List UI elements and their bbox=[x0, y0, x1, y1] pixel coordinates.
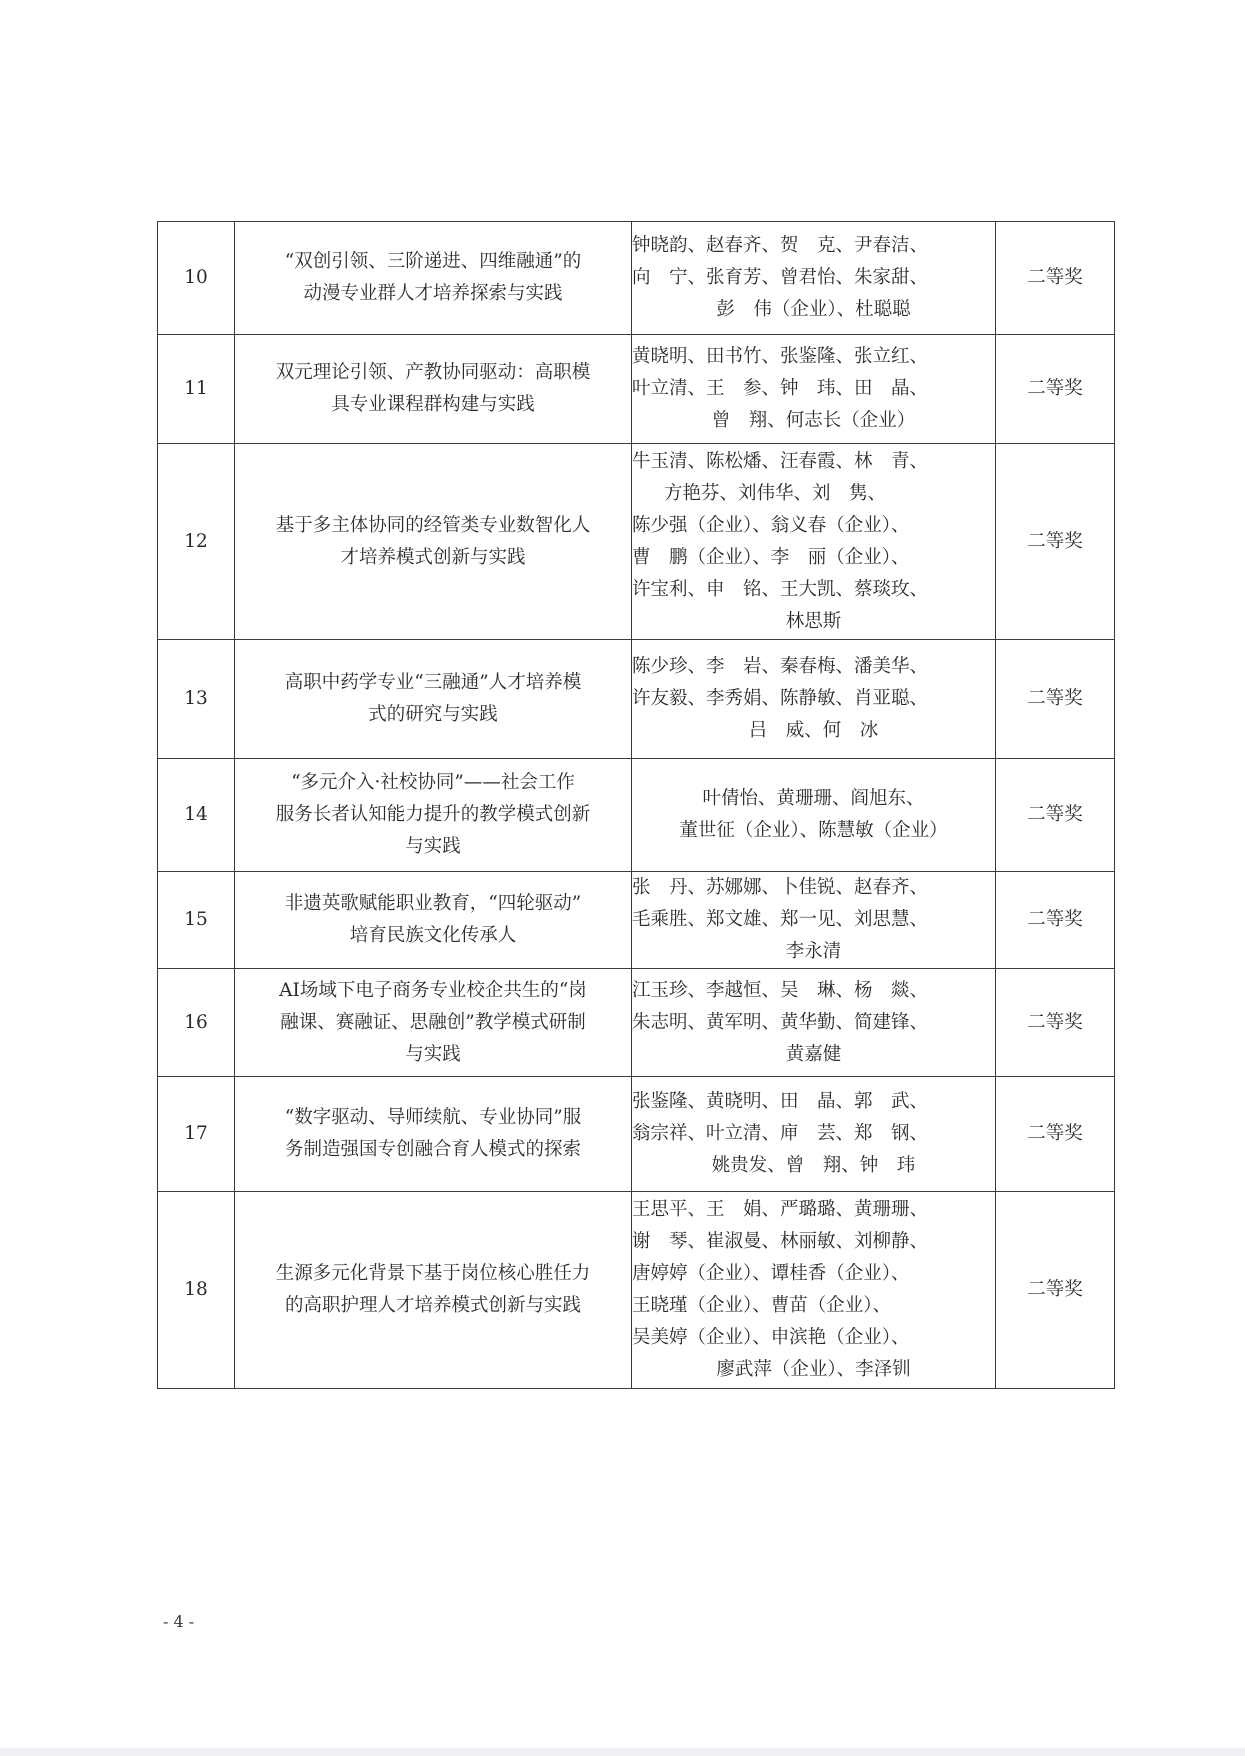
award-level: 二等奖 bbox=[996, 1077, 1115, 1192]
table-row bbox=[158, 1192, 1115, 1389]
project-title-line: 动漫专业群人才培养探索与实践 bbox=[303, 283, 563, 304]
project-title bbox=[235, 222, 632, 335]
project-title-line: 生源多元化背景下基于岗位核心胜任力 bbox=[275, 1263, 591, 1284]
team-members bbox=[632, 759, 996, 872]
project-title-line: 与实践 bbox=[405, 1043, 461, 1065]
row-number: 14 bbox=[158, 759, 235, 872]
table-row bbox=[158, 222, 1115, 335]
table-row bbox=[158, 444, 1115, 640]
team-members-line: 曾 翔、何志长（企业） bbox=[711, 410, 916, 431]
row-number: 17 bbox=[158, 1077, 235, 1192]
row-number: 10 bbox=[158, 222, 235, 335]
project-title-line: 非遗英歌赋能职业教育，“四轮驱动” bbox=[284, 893, 582, 914]
page-edge bbox=[0, 1748, 1245, 1756]
project-title-line: 服务长者认知能力提升的教学模式创新 bbox=[275, 804, 591, 825]
project-title-line: “数字驱动、导师续航、专业协同”服 bbox=[284, 1107, 582, 1128]
project-title-line: 才培养模式创新与实践 bbox=[340, 546, 526, 568]
row-number: 16 bbox=[158, 969, 235, 1077]
row-number: 11 bbox=[158, 335, 235, 444]
team-members-line: 许友毅、李秀娟、陈静敏、肖亚聪、 bbox=[632, 688, 929, 709]
team-members-line: 董世征（企业）、陈慧敏（企业） bbox=[679, 820, 948, 841]
team-members-line: 王思平、王 娟、严璐璐、黄珊珊、 bbox=[632, 1199, 929, 1220]
table-row bbox=[158, 1077, 1115, 1192]
team-members-line: 唐婷婷（企业）、谭桂香（企业）、 bbox=[632, 1263, 910, 1284]
team-members-line: 牛玉清、陈松燔、汪春霞、林 青、 bbox=[632, 450, 929, 472]
project-title-line: “多元介入·社校协同”——社会工作 bbox=[291, 772, 575, 793]
project-title-line: 的高职护理人才培养模式创新与实践 bbox=[284, 1295, 581, 1316]
award-level: 二等奖 bbox=[996, 444, 1115, 640]
table-row bbox=[158, 640, 1115, 759]
project-title bbox=[235, 444, 632, 640]
project-title bbox=[235, 335, 632, 444]
row-number: 12 bbox=[158, 444, 235, 640]
team-members-line: 林思斯 bbox=[785, 610, 842, 632]
award-level: 二等奖 bbox=[996, 872, 1115, 969]
team-members-line: 吴美婷（企业）、申滨艳（企业）、 bbox=[632, 1327, 910, 1348]
team-members-line: 张鉴隆、黄晓明、田 晶、郭 武、 bbox=[632, 1091, 929, 1112]
team-members-line: 黄嘉健 bbox=[785, 1043, 842, 1065]
project-title-line: 基于多主体协同的经管类专业数智化人 bbox=[275, 514, 591, 536]
team-members-line: 钟晓韵、赵春齐、贺 克、尹春洁、 bbox=[632, 235, 929, 256]
team-members bbox=[632, 1077, 996, 1192]
team-members-line: 曹 鹏（企业）、李 丽（企业）、 bbox=[632, 546, 910, 568]
award-level: 二等奖 bbox=[996, 969, 1115, 1077]
team-members-line: 毛乘胜、郑文雄、郑一见、刘思慧、 bbox=[632, 909, 929, 930]
award-level: 二等奖 bbox=[996, 640, 1115, 759]
team-members bbox=[632, 640, 996, 759]
team-members-line: 姚贵发、曾 翔、钟 玮 bbox=[711, 1155, 916, 1176]
project-title-line: 培育民族文化传承人 bbox=[349, 925, 517, 946]
team-members-line: 叶倩怡、黄珊珊、阎旭东、 bbox=[702, 788, 925, 809]
team-members-line: 叶立清、王 参、钟 玮、田 晶、 bbox=[632, 378, 929, 399]
team-members-line: 陈少珍、李 岩、秦春梅、潘美华、 bbox=[632, 656, 929, 677]
project-title bbox=[235, 969, 632, 1077]
team-members-line: 陈少强（企业）、翁义春（企业）、 bbox=[632, 514, 910, 536]
team-members bbox=[632, 222, 996, 335]
project-title-line: 融课、赛融证、思融创”教学模式研制 bbox=[280, 1011, 586, 1033]
table-row bbox=[158, 759, 1115, 872]
project-title-line: 双元理论引领、产教协同驱动：高职模 bbox=[275, 362, 591, 383]
project-title-line: 务制造强国专创融合育人模式的探索 bbox=[284, 1139, 581, 1160]
award-level: 二等奖 bbox=[996, 335, 1115, 444]
project-title-line: 具专业课程群构建与实践 bbox=[331, 394, 535, 415]
team-members-line: 李永清 bbox=[785, 941, 842, 962]
award-level: 二等奖 bbox=[996, 1192, 1115, 1389]
project-title-line: “双创引领、三阶递进、四维融通”的 bbox=[284, 251, 582, 272]
table-row bbox=[158, 335, 1115, 444]
team-members-line: 谢 琴、崔淑曼、林丽敏、刘柳静、 bbox=[632, 1231, 929, 1252]
row-number: 15 bbox=[158, 872, 235, 969]
table-row bbox=[158, 969, 1115, 1077]
team-members-line: 许宝利、申 铭、王大凯、蔡琰玫、 bbox=[632, 578, 929, 600]
award-table bbox=[157, 221, 1115, 1389]
award-level: 二等奖 bbox=[996, 759, 1115, 872]
team-members-line: 翁宗祥、叶立清、庘 芸、郑 钢、 bbox=[632, 1123, 929, 1144]
project-title bbox=[235, 759, 632, 872]
team-members-line: 王晓瑾（企业）、曹苗（企业）、 bbox=[632, 1295, 892, 1316]
team-members-line: 张 丹、苏娜娜、卜佳锐、赵春齐、 bbox=[632, 877, 929, 898]
project-title bbox=[235, 1077, 632, 1192]
team-members bbox=[632, 1192, 996, 1389]
project-title bbox=[235, 1192, 632, 1389]
team-members bbox=[632, 444, 996, 640]
team-members-line: 黄晓明、田书竹、张鉴隆、张立红、 bbox=[632, 346, 929, 367]
team-members bbox=[632, 872, 996, 969]
project-title-line: AI场域下电子商务专业校企共生的“岗 bbox=[279, 979, 587, 1001]
team-members-line: 廖武萍（企业）、李泽钏 bbox=[716, 1359, 911, 1380]
project-title bbox=[235, 872, 632, 969]
project-title-line: 式的研究与实践 bbox=[368, 704, 498, 725]
team-members-line: 江玉珍、李越恒、吴 琳、杨 燚、 bbox=[632, 979, 929, 1001]
table-body bbox=[158, 222, 1115, 1389]
team-members-line: 吕 威、何 冰 bbox=[748, 720, 879, 741]
team-members-line: 向 宁、张育芳、曾君怡、朱家甜、 bbox=[632, 267, 929, 288]
team-members bbox=[632, 969, 996, 1077]
project-title-line: 与实践 bbox=[405, 836, 461, 857]
team-members bbox=[632, 335, 996, 444]
row-number: 13 bbox=[158, 640, 235, 759]
table-row bbox=[158, 872, 1115, 969]
page-number: - 4 - bbox=[163, 1612, 195, 1631]
team-members-line: 朱志明、黄军明、黄华勤、简建锋、 bbox=[632, 1011, 929, 1033]
award-level: 二等奖 bbox=[996, 222, 1115, 335]
project-title-line: 高职中药学专业“三融通”人才培养模 bbox=[284, 672, 582, 693]
team-members-line: 彭 伟（企业）、杜聪聪 bbox=[716, 299, 911, 320]
row-number: 18 bbox=[158, 1192, 235, 1389]
project-title bbox=[235, 640, 632, 759]
team-members-line: 方艳芬、刘伟华、刘 隽、 bbox=[664, 482, 887, 504]
